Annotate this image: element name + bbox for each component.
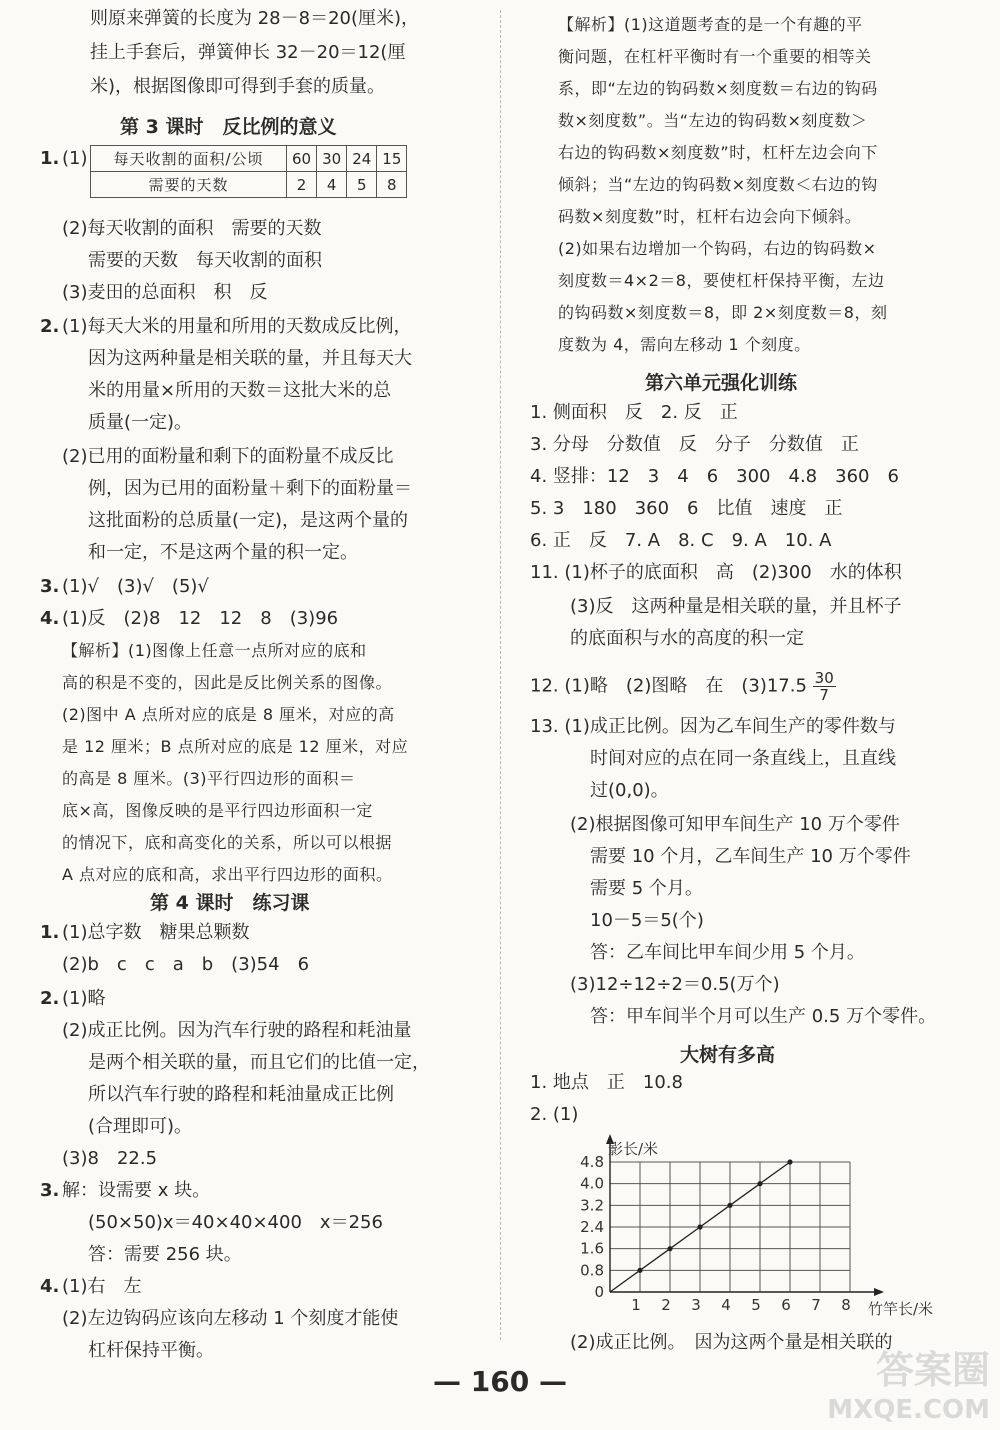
text-line: (1)略: [62, 988, 106, 1009]
text-line: (3)8 22.5: [62, 1148, 158, 1169]
table-cell: 24: [347, 146, 377, 172]
text-line: 时间对应的点在同一条直线上，且直线: [590, 748, 896, 769]
text-line: (2)成正比例。因为汽车行驶的路程和耗油量: [62, 1020, 412, 1041]
data-point: [637, 1268, 642, 1273]
x-tick-label: 7: [811, 1296, 821, 1314]
text-line: A 点对应的底和高，求出平行四边形的面积。: [62, 865, 393, 884]
text-line: 4. 竖排：12 3 4 6 300 4.8 360 6: [530, 466, 899, 487]
table-cell: 5: [347, 172, 377, 198]
answer-table: [90, 145, 407, 198]
text-line: (1)总字数 糖果总颗数: [62, 922, 250, 943]
question-number: 4.: [40, 608, 60, 629]
text-line: 答：甲车间半个月可以生产 0.5 万个零件。: [590, 1006, 937, 1027]
y-axis-label: 影长/米: [608, 1140, 659, 1158]
text-line: 13. (1)成正比例。因为乙车间生产的零件数与: [530, 716, 896, 737]
text-line: 例，因为已用的面粉量＋剩下的面粉量＝: [88, 478, 412, 499]
table-cell: 30: [317, 146, 347, 172]
question-number: 3.: [40, 1180, 60, 1201]
text-line: 高的积是不变的，因此是反比例关系的图像。: [62, 673, 393, 692]
text-line: 的钩码数×刻度数＝8，即 2×刻度数＝8，刻: [558, 303, 888, 322]
text-line: 的情况下，底和高变化的关系，所以可以根据: [62, 833, 393, 852]
text-line: 底×高，图像反映的是平行四边形面积一定: [62, 801, 373, 820]
watermark-url: MXQE.COM: [827, 1395, 990, 1425]
text-line: (3)12÷12÷2＝0.5(万个): [570, 974, 780, 995]
x-axis-label: 竹竿长/米: [868, 1300, 934, 1318]
x-axis-arrow: [874, 1288, 884, 1296]
question-number: 2.: [40, 988, 60, 1009]
watermark-logo: [827, 1350, 990, 1430]
section-title: 大树有多高: [680, 1044, 776, 1066]
text-line: 倾斜；当“左边的钩码数×刻度数＜右边的钩: [558, 175, 878, 194]
fraction: [813, 670, 836, 703]
text-line: 【解析】(1)图像上任意一点所对应的底和: [62, 641, 367, 660]
text-line: (1)反 (2)8 12 12 8 (3)96: [62, 608, 339, 629]
text-line: 答：乙车间比甲车间少用 5 个月。: [590, 942, 865, 963]
question-number: 4.: [40, 1276, 60, 1297]
page-number: — 160 —: [433, 1365, 567, 1398]
y-tick-label: 0: [594, 1283, 604, 1301]
text-line: 11. (1)杯子的底面积 高 (2)300 水的体积: [530, 562, 902, 583]
x-tick-label: 1: [631, 1296, 641, 1314]
text-line: (2)根据图像可知甲车间生产 10 万个零件: [570, 814, 900, 835]
question-number: 3.: [40, 576, 60, 597]
text-line: 2. (1): [530, 1104, 579, 1125]
text-line: (1): [62, 148, 88, 169]
text-line: 米的用量×所用的天数＝这批大米的总: [88, 380, 392, 401]
table-cell: 15: [377, 146, 407, 172]
text-line: (50×50)x＝40×40×400 x＝256: [88, 1212, 383, 1233]
question-number: 1.: [40, 922, 60, 943]
text-line: 答：需要 256 块。: [88, 1244, 242, 1265]
y-tick-label: 1.6: [580, 1239, 604, 1258]
text-line: (1)每天大米的用量和所用的天数成反比例，: [62, 316, 412, 337]
text-line: 质量(一定)。: [88, 412, 193, 433]
text-line: 则原来弹簧的长度为 28－8＝20(厘米)，: [90, 8, 420, 29]
text-line: (合理即可)。: [88, 1116, 193, 1137]
table-cell: 每天收割的面积/公顷: [91, 146, 287, 172]
chart-grid: [610, 1162, 850, 1292]
data-point: [787, 1159, 792, 1164]
section-title: 第六单元强化训练: [645, 372, 798, 394]
text-line: (2)成正比例。 因为这两个量是相关联的: [570, 1332, 893, 1353]
table-cell: 60: [287, 146, 317, 172]
x-tick-label: 5: [751, 1296, 761, 1314]
chart-axes: [606, 1134, 884, 1296]
text-line: 刻度数＝4×2＝8，要使杠杆保持平衡，左边: [558, 271, 885, 290]
text-line: (1)右 左: [62, 1276, 142, 1297]
text-line: 挂上手套后，弹簧伸长 32－20＝12(厘: [90, 42, 406, 63]
text-line: 解：设需要 x 块。: [62, 1180, 211, 1201]
y-tick-label: 0.8: [580, 1261, 604, 1280]
text-line: (2)左边钩码应该向左移动 1 个刻度才能使: [62, 1308, 399, 1329]
q12-text: 12. (1)略 (2)图略 在 (3)17.5: [530, 675, 807, 697]
text-line: 数×刻度数”。当“左边的钩码数×刻度数＞: [558, 111, 868, 130]
fraction-numerator: 30: [814, 669, 834, 687]
text-line: 是两个相关联的量，而且它们的比值一定，: [88, 1052, 430, 1073]
chart-ticks: [580, 1153, 851, 1314]
text-line: 需要 5 个月。: [590, 878, 703, 899]
text-line: 码数×刻度数”时，杠杆右边会向下倾斜。: [558, 207, 862, 226]
watermark-text: 答案圈: [875, 1348, 990, 1392]
y-tick-label: 3.2: [580, 1196, 604, 1215]
text-line: 衡问题，在杠杆平衡时有一个重要的相等关: [558, 47, 872, 66]
text-line: (2)已用的面粉量和剩下的面粉量不成反比: [62, 446, 394, 467]
section-title: 第 4 课时 练习课: [150, 892, 310, 914]
text-line: (2)如果右边增加一个钩码，右边的钩码数×: [558, 239, 877, 258]
data-point: [667, 1246, 672, 1251]
text-line: (2)每天收割的面积 需要的天数: [62, 218, 322, 239]
table-row: [91, 146, 407, 172]
question-number: 2.: [40, 316, 60, 337]
section-title: 第 3 课时 反比例的意义: [120, 116, 337, 138]
table-cell: 8: [377, 172, 407, 198]
table-cell: 需要的天数: [91, 172, 287, 198]
text-line: 10－5＝5(个): [590, 910, 704, 931]
x-tick-label: 8: [841, 1296, 851, 1314]
x-tick-label: 3: [691, 1296, 701, 1314]
text-line: [530, 670, 836, 703]
text-line: 1. 地点 正 10.8: [530, 1072, 683, 1093]
x-tick-label: 2: [661, 1296, 671, 1314]
data-point: [727, 1203, 732, 1208]
text-line: 和一定，不是这两个量的积一定。: [88, 542, 358, 563]
text-line: 3. 分母 分数值 反 分子 分数值 正: [530, 434, 859, 455]
text-line: 右边的钩码数×刻度数”时，杠杆左边会向下: [558, 143, 878, 162]
text-line: 需要 10 个月，乙车间生产 10 万个零件: [590, 846, 911, 867]
y-tick-label: 2.4: [580, 1218, 604, 1236]
text-line: 过(0,0)。: [590, 780, 669, 801]
text-line: (2)图中 A 点所对应的底是 8 厘米，对应的高: [62, 705, 395, 724]
text-line: (1)√ (3)√ (5)√: [62, 576, 209, 597]
shadow-length-chart: [550, 1132, 940, 1322]
text-line: 度数为 4，需向左移动 1 个刻度。: [558, 335, 811, 354]
text-line: 5. 3 180 360 6 比值 速度 正: [530, 498, 843, 519]
chart-series: [610, 1159, 793, 1292]
data-point: [697, 1224, 702, 1229]
column-divider: [500, 10, 501, 1340]
text-line: 这批面粉的总质量(一定)，是这两个量的: [88, 510, 409, 531]
text-line: 是 12 厘米；B 点所对应的底是 12 厘米，对应: [62, 737, 409, 756]
question-number: 1.: [40, 148, 60, 169]
table-cell: 4: [317, 172, 347, 198]
text-line: 6. 正 反 7. A 8. C 9. A 10. A: [530, 530, 832, 551]
text-line: 1. 侧面积 反 2. 反 正: [530, 402, 738, 423]
fraction-denominator: 7: [819, 686, 829, 704]
text-line: 因为这两种量是相关联的量，并且每天大: [88, 348, 412, 369]
text-line: 的底面积与水的高度的积一定: [570, 628, 804, 649]
y-tick-label: 4.0: [580, 1174, 604, 1193]
text-line: 所以汽车行驶的路程和耗油量成正比例: [88, 1084, 394, 1105]
text-line: 系，即“左边的钩码数×刻度数＝右边的钩码: [558, 79, 878, 98]
table-row: [91, 172, 407, 198]
x-tick-label: 4: [721, 1296, 731, 1314]
text-line: (2)b c c a b (3)54 6: [62, 954, 310, 975]
text-line: 杠杆保持平衡。: [88, 1340, 214, 1361]
text-line: 【解析】(1)这道题考查的是一个有趣的平: [558, 15, 863, 34]
x-tick-label: 6: [781, 1296, 791, 1314]
text-line: (3)麦田的总面积 积 反: [62, 282, 268, 303]
text-line: 的高是 8 厘米。(3)平行四边形的面积＝: [62, 769, 356, 788]
data-point: [757, 1181, 762, 1186]
y-tick-label: 4.8: [580, 1153, 604, 1171]
text-line: (3)反 这两种量是相关联的量，并且杯子: [570, 596, 902, 617]
text-line: 需要的天数 每天收割的面积: [88, 250, 322, 271]
text-line: 米)，根据图像即可得到手套的质量。: [90, 76, 386, 97]
table-cell: 2: [287, 172, 317, 198]
